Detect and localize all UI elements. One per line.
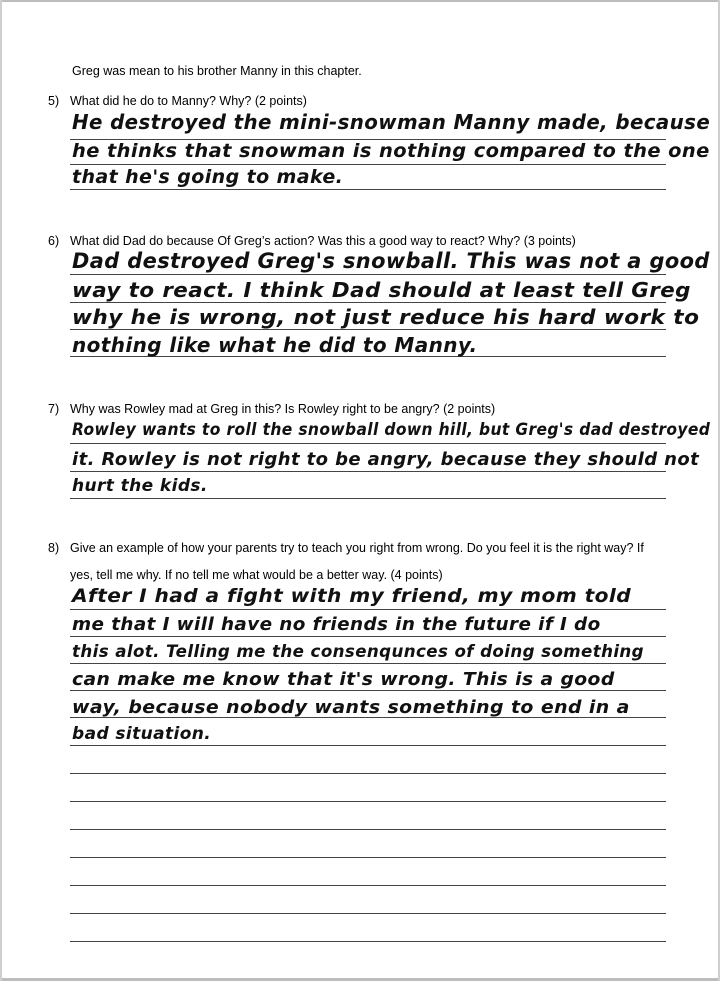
answer-rule xyxy=(70,773,666,774)
answer-rule xyxy=(70,913,666,914)
question-text: Why was Rowley mad at Greg in this? Is Rowley right to be angry? (2 points) xyxy=(70,402,496,416)
answer-rule xyxy=(70,663,666,664)
answer-rule xyxy=(70,745,666,746)
answer-rule xyxy=(70,498,666,499)
question-number: 5) xyxy=(48,94,60,108)
answer-rule xyxy=(70,609,666,610)
handwritten-answer-line: why he is wrong, not just reduce his hard work to xyxy=(72,305,700,329)
question-number: 7) xyxy=(48,402,60,416)
handwritten-answer-line: bad situation. xyxy=(72,724,212,744)
answer-rule xyxy=(70,329,666,330)
handwritten-answer-line: He destroyed the mini-snowman Manny made, because xyxy=(72,110,711,134)
question-text: What did Dad do because Of Greg’s action? Was this a good way to react? Why? (3 points) xyxy=(70,234,576,248)
answer-rule xyxy=(70,443,666,444)
question-text: What did he do to Manny? Why? (2 points) xyxy=(70,94,307,108)
answer-rule xyxy=(70,164,666,165)
handwritten-answer-line: Dad destroyed Greg's snowball. This was not a good xyxy=(72,249,710,273)
question-text-continued: yes, tell me why. If no tell me what would be a better way. (4 points) xyxy=(70,568,443,582)
question-7 xyxy=(48,402,495,416)
handwritten-answer-line: hurt the kids. xyxy=(72,476,208,496)
handwritten-answer-line: he thinks that snowman is nothing compared to the one xyxy=(72,140,710,162)
answer-rule xyxy=(70,829,666,830)
handwritten-answer-line: Rowley wants to roll the snowball down hill, but Greg's dad destroyed xyxy=(72,420,711,440)
intro-text: Greg was mean to his brother Manny in this chapter. xyxy=(72,64,362,78)
answer-rule xyxy=(70,636,666,637)
answer-rule xyxy=(70,857,666,858)
handwritten-answer-line: it. Rowley is not right to be angry, because they should not xyxy=(72,449,700,470)
page-border-top xyxy=(0,0,720,2)
question-text: Give an example of how your parents try to teach you right from wrong. Do you feel it is the right way? If xyxy=(70,541,644,555)
answer-rule xyxy=(70,274,666,275)
handwritten-answer-line: nothing like what he did to Manny. xyxy=(72,333,478,357)
answer-rule xyxy=(70,801,666,802)
question-number: 6) xyxy=(48,234,60,248)
answer-rule xyxy=(70,189,666,190)
handwritten-answer-line: me that I will have no friends in the future if I do xyxy=(72,614,601,635)
question-8 xyxy=(48,541,644,582)
handwritten-answer-line: way to react. I think Dad should at least tell Greg xyxy=(72,278,691,302)
handwritten-answer-line: that he's going to make. xyxy=(72,166,344,188)
answer-rule xyxy=(70,885,666,886)
answer-rule xyxy=(70,471,666,472)
question-number: 8) xyxy=(48,541,60,555)
page-border-left xyxy=(0,0,2,981)
handwritten-answer-line: way, because nobody wants something to end in a xyxy=(72,697,630,718)
handwritten-answer-line: this alot. Telling me the consenqunces of doing something xyxy=(72,642,645,662)
question-6 xyxy=(48,234,576,248)
answer-rule xyxy=(70,941,666,942)
handwritten-answer-line: can make me know that it's wrong. This is a good xyxy=(72,669,615,690)
handwritten-answer-line: After I had a fight with my friend, my mom told xyxy=(72,585,632,607)
answer-rule xyxy=(70,302,666,303)
question-5 xyxy=(48,94,307,108)
answer-rule xyxy=(70,690,666,691)
